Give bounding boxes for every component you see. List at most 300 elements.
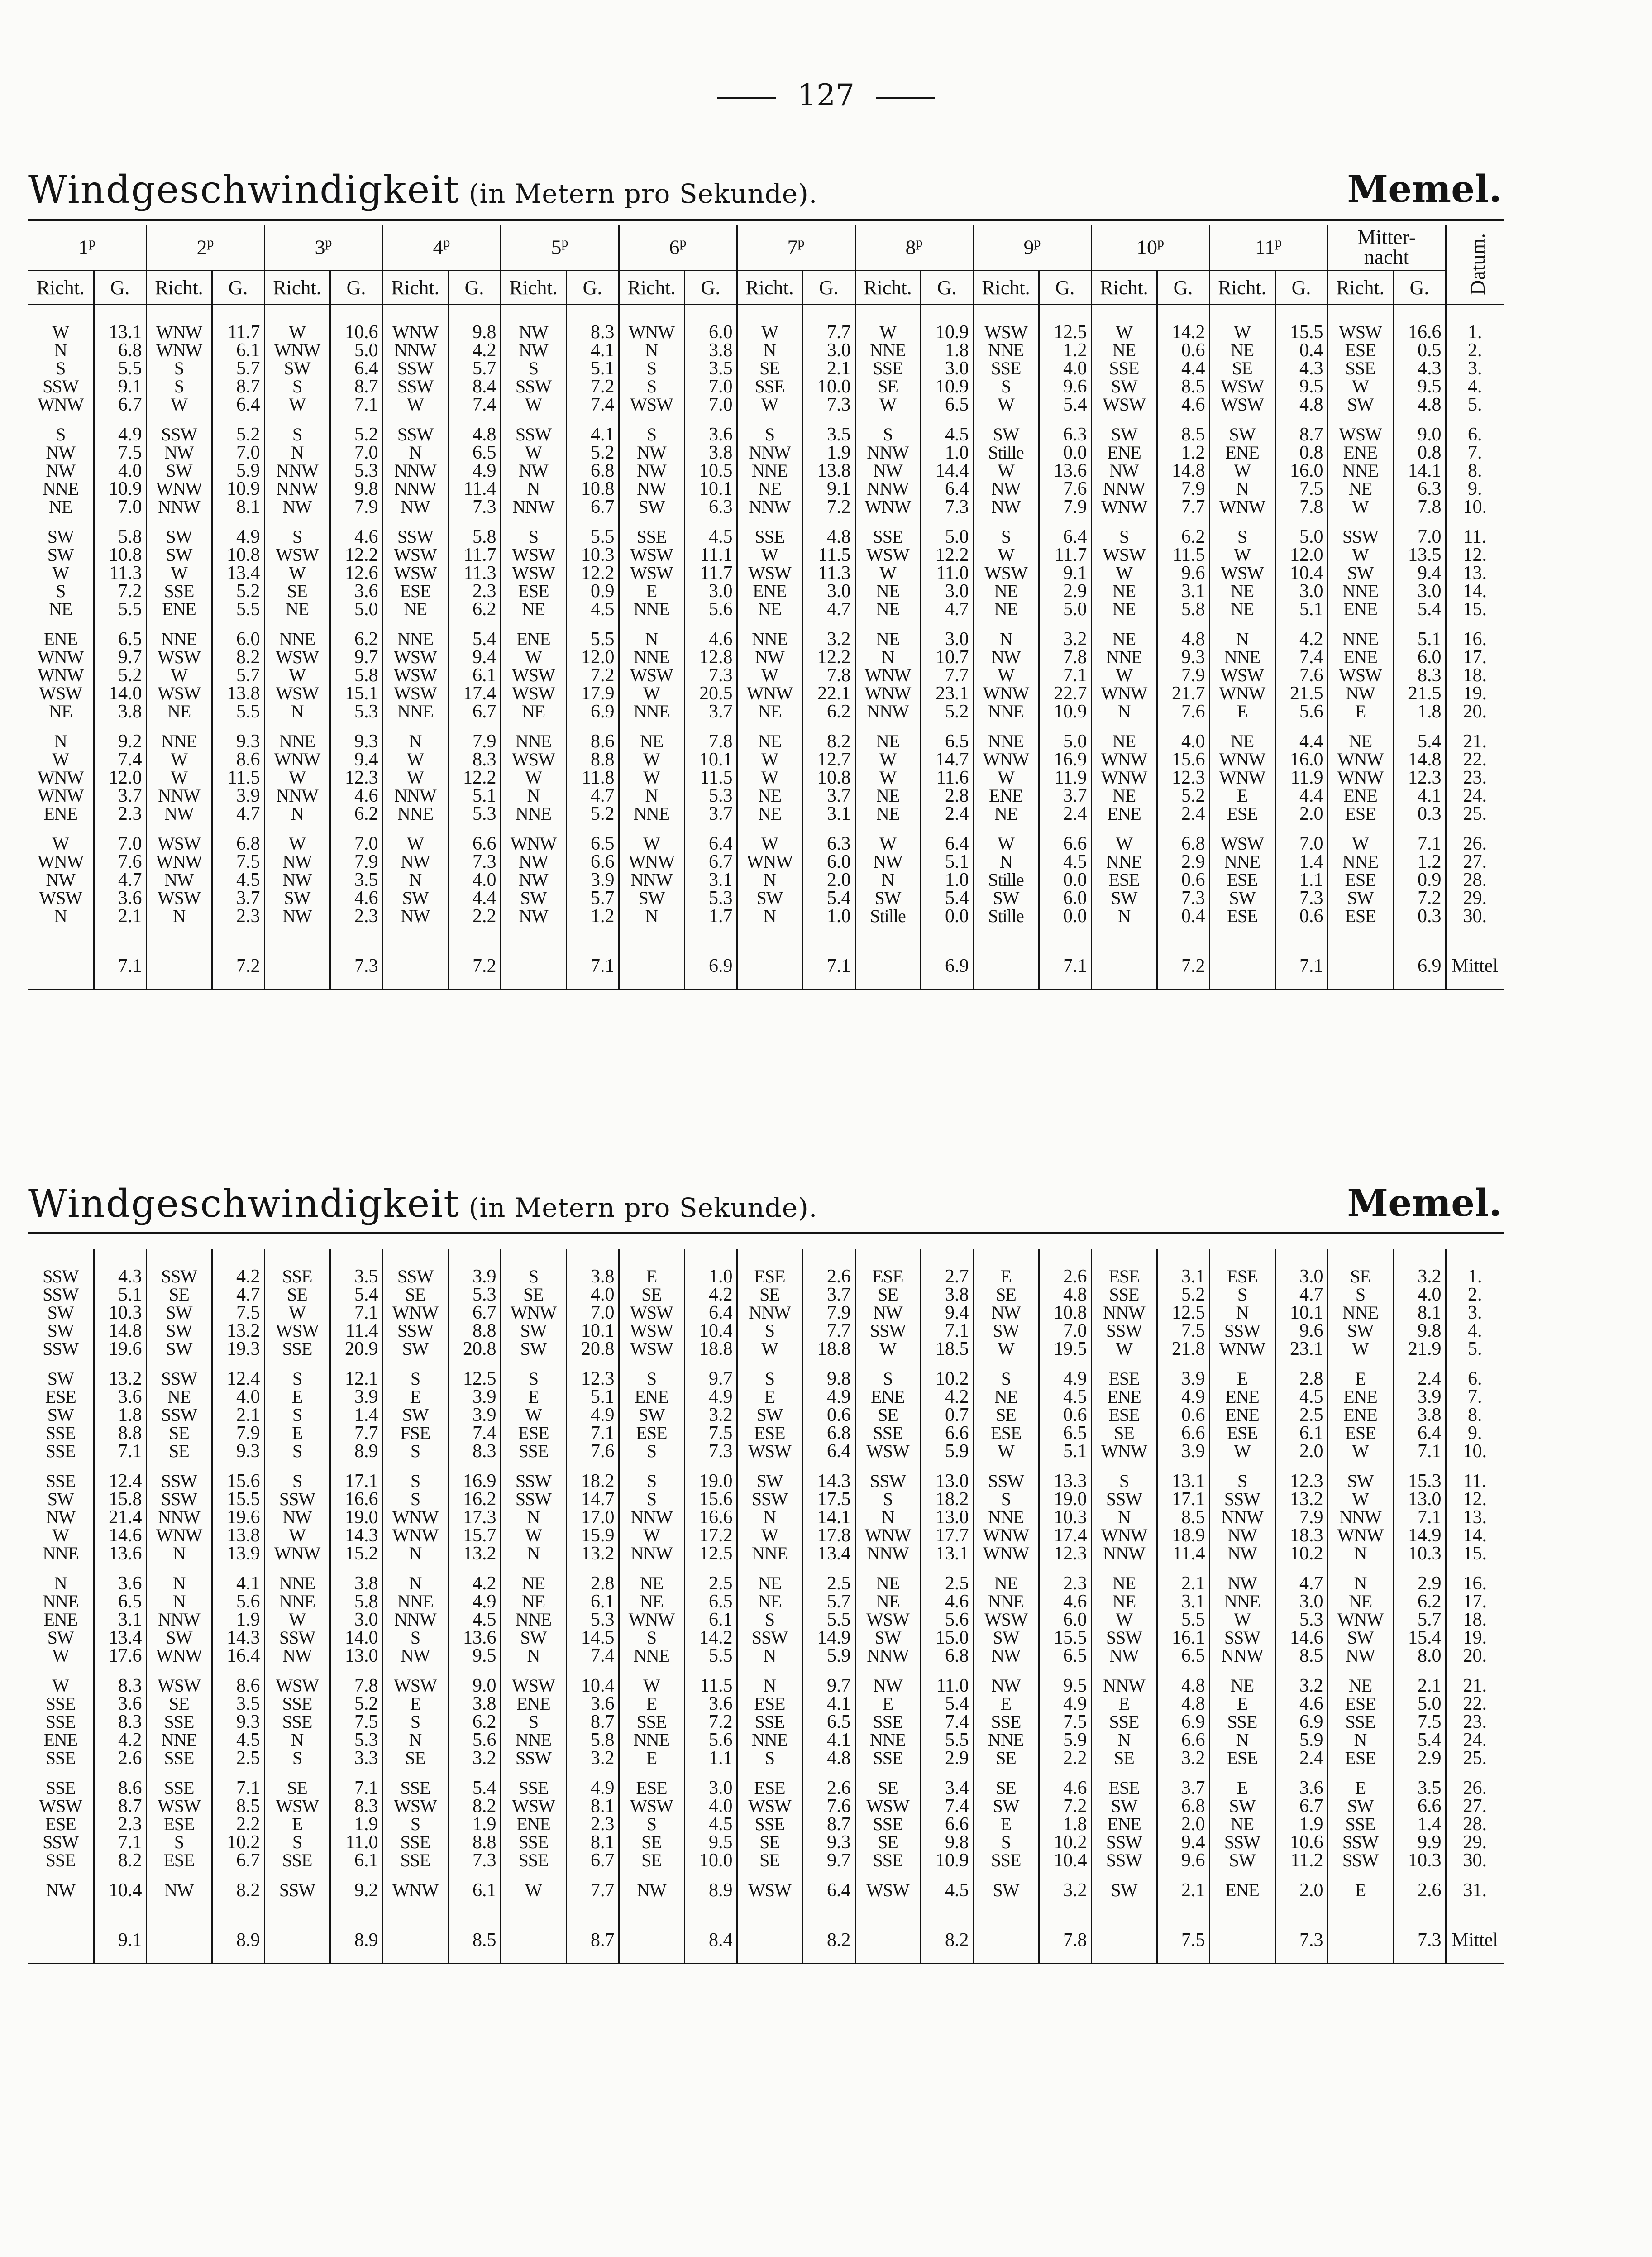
- wind-speed: 4.5: [921, 426, 973, 444]
- wind-speed: 9.7: [94, 648, 146, 666]
- spacer-cell: [1327, 1249, 1393, 1267]
- wind-speed: 6.7: [94, 396, 146, 414]
- wind-direction: W: [264, 769, 330, 787]
- table-row: [28, 1851, 1504, 1870]
- wind-direction: ESE: [1209, 805, 1275, 823]
- wind-direction: N: [382, 871, 448, 889]
- wind-direction: WSW: [1209, 396, 1275, 414]
- wind-direction: S: [737, 426, 802, 444]
- wind-direction: NW: [146, 805, 212, 823]
- wind-direction: W: [52, 751, 69, 769]
- wind-direction: SSW: [382, 1267, 448, 1286]
- wind-direction: NNE: [1327, 630, 1393, 648]
- mean-value: 7.8: [1039, 1917, 1091, 1964]
- wind-speed: 5.6: [448, 1731, 501, 1749]
- wind-direction: N: [619, 630, 684, 648]
- wind-direction: E: [619, 1749, 684, 1767]
- wind-direction: NW: [619, 1881, 684, 1899]
- wind-speed: 1.8: [94, 1406, 146, 1424]
- wind-direction: ENE: [1327, 444, 1393, 462]
- wind-direction: WNW: [1091, 769, 1157, 787]
- gap-cell: [448, 1767, 501, 1779]
- wind-direction: WNW: [146, 341, 212, 359]
- spacer-cell: [28, 305, 94, 324]
- gap-cell: [1275, 1563, 1327, 1574]
- wind-speed: 7.3: [448, 498, 501, 516]
- wind-direction: S: [501, 528, 566, 546]
- wind-direction: SSE: [501, 1851, 566, 1870]
- spacer-cell: [1327, 305, 1393, 324]
- gap-cell: [566, 1460, 619, 1472]
- wind-speed: 6.1: [448, 666, 501, 684]
- table-row: [28, 1490, 1504, 1508]
- wind-speed: 3.0: [802, 341, 855, 359]
- table-row: [28, 1370, 1504, 1388]
- spacer-cell: [1393, 1899, 1446, 1917]
- wind-speed: 9.5: [1039, 1677, 1091, 1695]
- wind-speed: 8.5: [1157, 1508, 1209, 1526]
- day-number: 23.: [1446, 769, 1504, 787]
- table2-top-rule: [28, 1232, 1504, 1234]
- table-row: [28, 1677, 1504, 1695]
- spacer-cell: [855, 925, 921, 943]
- wind-speed: 6.0: [212, 630, 264, 648]
- wind-speed: 2.5: [684, 1574, 737, 1592]
- table-row: [28, 1406, 1504, 1424]
- wind-direction: WSW: [264, 1677, 330, 1695]
- spacer-cell: [855, 1899, 921, 1917]
- wind-speed: 14.6: [1275, 1629, 1327, 1647]
- speed-subheader: G.: [212, 271, 264, 305]
- wind-speed: 2.1: [1157, 1574, 1209, 1592]
- wind-speed: 3.6: [94, 1695, 146, 1713]
- wind-speed: 3.8: [94, 703, 146, 721]
- wind-direction: SW: [1327, 1472, 1393, 1490]
- wind-speed: 4.7: [212, 805, 264, 823]
- wind-direction: W: [146, 666, 212, 684]
- gap-cell: [566, 516, 619, 528]
- wind-direction: SW: [973, 426, 1039, 444]
- wind-speed: 17.4: [1039, 1526, 1091, 1545]
- wind-speed: 6.9: [566, 703, 619, 721]
- day-number: 18.: [1446, 1611, 1504, 1629]
- gap-cell: [501, 414, 566, 426]
- wind-direction: SSW: [1209, 1833, 1275, 1851]
- wind-direction: NE: [1209, 732, 1275, 751]
- wind-direction: S: [264, 1472, 330, 1490]
- spacer-cell: [330, 1899, 382, 1917]
- wind-speed: 3.0: [921, 582, 973, 600]
- wind-speed: 6.3: [1039, 426, 1091, 444]
- wind-direction: ENE: [1209, 1406, 1275, 1424]
- gap-cell: [921, 1563, 973, 1574]
- spacer-cell: [1039, 1899, 1091, 1917]
- wind-speed: 19.0: [1039, 1490, 1091, 1508]
- wind-speed: 1.9: [212, 1611, 264, 1629]
- wind-speed: 3.0: [1393, 582, 1446, 600]
- wind-speed: 7.0: [684, 396, 737, 414]
- mean-value: 8.9: [212, 1917, 264, 1964]
- gap-cell: [28, 1358, 94, 1370]
- wind-direction: SE: [264, 1286, 330, 1304]
- wind-direction: SW: [47, 1629, 74, 1647]
- wind-direction: NE: [737, 732, 802, 751]
- wind-direction: ENE: [43, 1611, 78, 1629]
- wind-speed: 10.1: [684, 480, 737, 498]
- wind-direction: W: [619, 684, 684, 703]
- wind-direction: FSE: [382, 1424, 448, 1442]
- wind-direction: NNE: [619, 600, 684, 618]
- wind-direction: WSW: [619, 1797, 684, 1815]
- wind-direction: W: [146, 751, 212, 769]
- wind-direction: W: [264, 835, 330, 853]
- wind-direction: WSW: [382, 1797, 448, 1815]
- wind-direction: NNW: [382, 1611, 448, 1629]
- wind-speed: 3.2: [684, 1406, 737, 1424]
- wind-speed: 12.5: [448, 1370, 501, 1388]
- wind-speed: 14.0: [330, 1629, 382, 1647]
- wind-speed: 18.3: [1275, 1526, 1327, 1545]
- wind-direction: W: [737, 666, 802, 684]
- day-number: 8.: [1446, 1406, 1504, 1424]
- wind-direction: SSW: [855, 1322, 921, 1340]
- spacer-cell: [684, 305, 737, 324]
- gap-cell: [382, 1665, 448, 1677]
- table-row: [28, 751, 1504, 769]
- wind-speed: 7.8: [330, 1677, 382, 1695]
- wind-direction: S: [619, 1629, 684, 1647]
- wind-speed: 4.9: [448, 462, 501, 480]
- gap-cell: [1446, 414, 1504, 426]
- wind-direction: WNW: [146, 1647, 212, 1665]
- gap-cell: [1327, 1767, 1393, 1779]
- wind-direction: NE: [973, 1388, 1039, 1406]
- wind-speed: 7.9: [1157, 666, 1209, 684]
- gap-cell: [28, 414, 94, 426]
- wind-speed: 3.5: [212, 1695, 264, 1713]
- wind-speed: 18.5: [921, 1340, 973, 1358]
- wind-speed: 1.0: [921, 871, 973, 889]
- wind-speed: 5.3: [330, 1731, 382, 1749]
- wind-direction: NW: [855, 1304, 921, 1322]
- wind-speed: 8.1: [566, 1833, 619, 1851]
- wind-direction: WNW: [619, 1611, 684, 1629]
- direction-subheader: Richt.: [264, 271, 330, 305]
- wind-speed: 23.1: [921, 684, 973, 703]
- gap-cell: [330, 618, 382, 630]
- wind-direction: NNE: [264, 1574, 330, 1592]
- wind-speed: 11.8: [566, 769, 619, 787]
- gap-cell: [212, 1870, 264, 1881]
- wind-speed: 16.9: [1039, 751, 1091, 769]
- wind-direction: WNW: [264, 341, 330, 359]
- gap-cell: [684, 721, 737, 732]
- wind-direction: W: [1209, 1611, 1275, 1629]
- wind-direction: NE: [619, 1574, 684, 1592]
- table-row: [28, 1731, 1504, 1749]
- wind-speed: 7.5: [330, 1713, 382, 1731]
- wind-speed: 8.3: [566, 323, 619, 341]
- spacer-cell: [1157, 925, 1209, 943]
- table-row: [28, 1833, 1504, 1851]
- wind-speed: 5.9: [1275, 1731, 1327, 1749]
- wind-direction: NW: [501, 853, 566, 871]
- wind-speed: 6.1: [1275, 1424, 1327, 1442]
- wind-direction: W: [52, 1677, 69, 1695]
- wind-speed: 2.6: [1393, 1881, 1446, 1899]
- table-row: [28, 1815, 1504, 1833]
- wind-direction: NW: [46, 462, 76, 480]
- wind-speed: 6.4: [1039, 528, 1091, 546]
- wind-direction: WNW: [1209, 1340, 1275, 1358]
- gap-cell: [802, 1870, 855, 1881]
- wind-speed: 6.1: [684, 1611, 737, 1629]
- wind-speed: 6.7: [448, 1304, 501, 1322]
- gap-cell: [28, 516, 94, 528]
- wind-speed: 7.9: [448, 732, 501, 751]
- wind-direction: SE: [855, 1406, 921, 1424]
- gap-cell: [1039, 516, 1091, 528]
- wind-direction: WSW: [146, 835, 212, 853]
- wind-speed: 6.1: [448, 1881, 501, 1899]
- gap-cell: [1209, 721, 1275, 732]
- wind-direction: NW: [46, 1508, 76, 1526]
- hour-header: 2$^p$: [146, 225, 264, 271]
- wind-direction: SW: [855, 889, 921, 907]
- wind-direction: Stille: [973, 444, 1039, 462]
- wind-speed: 5.2: [330, 426, 382, 444]
- wind-speed: 18.8: [684, 1340, 737, 1358]
- wind-direction: SW: [146, 1304, 212, 1322]
- gap-cell: [1209, 516, 1275, 528]
- hour-header: 5$^p$: [501, 225, 619, 271]
- gap-cell: [1039, 1460, 1091, 1472]
- wind-direction: SW: [973, 1881, 1039, 1899]
- wind-speed: 5.2: [94, 666, 146, 684]
- wind-direction: SE: [1327, 1267, 1393, 1286]
- wind-speed: 16.1: [1157, 1629, 1209, 1647]
- gap-cell: [501, 721, 566, 732]
- wind-speed: 4.6: [684, 630, 737, 648]
- mean-value: 8.2: [802, 1917, 855, 1964]
- wind-speed: 12.5: [1039, 323, 1091, 341]
- wind-speed: 7.8: [1393, 498, 1446, 516]
- spacer-cell: [737, 1249, 802, 1267]
- wind-speed: 6.8: [94, 341, 146, 359]
- wind-direction: NW: [501, 341, 566, 359]
- wind-speed: 4.3: [1393, 359, 1446, 378]
- wind-speed: 0.9: [566, 582, 619, 600]
- wind-speed: 3.1: [1157, 1592, 1209, 1611]
- wind-speed: 4.5: [448, 1611, 501, 1629]
- gap-cell: [212, 1665, 264, 1677]
- gap-cell: [737, 1460, 802, 1472]
- wind-speed: 7.2: [566, 666, 619, 684]
- wind-direction: E: [973, 1267, 1039, 1286]
- wind-speed: 4.9: [684, 1388, 737, 1406]
- wind-direction: SSE: [264, 1695, 330, 1713]
- wind-speed: 7.1: [1039, 666, 1091, 684]
- wind-direction: N: [501, 1647, 566, 1665]
- wind-speed: 2.6: [802, 1267, 855, 1286]
- wind-direction: ENE: [1327, 787, 1393, 805]
- wind-direction: NW: [146, 871, 212, 889]
- spacer-cell: [619, 925, 684, 943]
- wind-direction: N: [1091, 703, 1157, 721]
- wind-direction: S: [1209, 1286, 1275, 1304]
- wind-direction: ESE: [619, 1779, 684, 1797]
- wind-direction: NW: [501, 323, 566, 341]
- direction-subheader: Richt.: [973, 271, 1039, 305]
- wind-direction: SSE: [501, 1779, 566, 1797]
- direction-subheader: Richt.: [619, 271, 684, 305]
- wind-speed: 4.7: [1275, 1286, 1327, 1304]
- wind-speed: 9.0: [1393, 426, 1446, 444]
- table-row: [28, 426, 1504, 444]
- wind-direction: WSW: [737, 1797, 802, 1815]
- wind-direction: WSW: [501, 1677, 566, 1695]
- mean-blank: [382, 1917, 448, 1964]
- wind-speed: 2.5: [802, 1574, 855, 1592]
- wind-speed: 7.0: [330, 444, 382, 462]
- wind-speed: 11.3: [448, 564, 501, 582]
- spacer-cell: [1157, 305, 1209, 324]
- wind-speed: 9.6: [1275, 1322, 1327, 1340]
- wind-speed: 21.5: [1275, 684, 1327, 703]
- wind-speed: 8.3: [94, 1677, 146, 1695]
- wind-direction: ENE: [1091, 805, 1157, 823]
- table-row: [28, 1388, 1504, 1406]
- spacer-cell: [264, 1899, 330, 1917]
- wind-direction: SSE: [1091, 359, 1157, 378]
- wind-speed: 5.1: [566, 359, 619, 378]
- wind-direction: SSW: [43, 1286, 79, 1304]
- table-row: [28, 1322, 1504, 1340]
- gap-cell: [684, 414, 737, 426]
- wind-direction: NNW: [1091, 480, 1157, 498]
- wind-speed: 13.0: [1393, 1490, 1446, 1508]
- wind-direction: SSE: [855, 1815, 921, 1833]
- day-number: 31.: [1446, 1881, 1504, 1899]
- wind-speed: 6.7: [684, 853, 737, 871]
- wind-direction: SSW: [855, 1472, 921, 1490]
- wind-speed: 20.8: [448, 1340, 501, 1358]
- wind-direction: SSW: [264, 1629, 330, 1647]
- wind-direction: NE: [855, 600, 921, 618]
- wind-direction: NW: [1091, 462, 1157, 480]
- day-number: 5.: [1446, 396, 1504, 414]
- wind-speed: 5.6: [921, 1611, 973, 1629]
- wind-speed: 8.3: [448, 1442, 501, 1460]
- wind-speed: 6.5: [566, 835, 619, 853]
- wind-speed: 5.7: [448, 359, 501, 378]
- wind-speed: 13.4: [212, 564, 264, 582]
- table-row: [28, 1526, 1504, 1545]
- wind-speed: 2.3: [330, 907, 382, 925]
- day-number: 29.: [1446, 1833, 1504, 1851]
- wind-direction: NNE: [619, 1647, 684, 1665]
- wind-speed: 16.4: [212, 1647, 264, 1665]
- wind-direction: NNE: [146, 1731, 212, 1749]
- gap-cell: [1393, 1767, 1446, 1779]
- wind-speed: 3.2: [1039, 630, 1091, 648]
- wind-direction: S: [56, 582, 66, 600]
- day-number: 14.: [1446, 1526, 1504, 1545]
- wind-direction: S: [1327, 1286, 1393, 1304]
- wind-speed: 14.3: [802, 1472, 855, 1490]
- wind-direction: NW: [973, 1647, 1039, 1665]
- gap-cell: [94, 1665, 146, 1677]
- spacer-cell: [382, 1899, 448, 1917]
- wind-speed: 5.5: [921, 1731, 973, 1749]
- wind-direction: SSE: [146, 582, 212, 600]
- wind-direction: Stille: [855, 907, 921, 925]
- gap-cell: [501, 618, 566, 630]
- gap-cell: [1157, 1767, 1209, 1779]
- wind-speed: 10.2: [212, 1833, 264, 1851]
- wind-speed: 6.0: [1393, 648, 1446, 666]
- wind-speed: 6.7: [212, 1851, 264, 1870]
- gap-cell: [1327, 1460, 1393, 1472]
- wind-direction: WSW: [39, 1797, 82, 1815]
- wind-speed: 6.5: [94, 1592, 146, 1611]
- gap-cell: [973, 823, 1039, 835]
- wind-speed: 17.7: [921, 1526, 973, 1545]
- wind-speed: 2.0: [802, 871, 855, 889]
- wind-direction: ENE: [1327, 648, 1393, 666]
- wind-direction: N: [264, 1731, 330, 1749]
- wind-speed: 12.2: [802, 648, 855, 666]
- wind-speed: 5.1: [566, 1388, 619, 1406]
- wind-speed: 7.0: [94, 835, 146, 853]
- wind-speed: 4.9: [1157, 1388, 1209, 1406]
- spacer-cell: [855, 1249, 921, 1267]
- wind-speed: 19.0: [330, 1508, 382, 1526]
- wind-speed: 12.3: [1393, 769, 1446, 787]
- wind-direction: WSW: [973, 323, 1039, 341]
- wind-direction: W: [146, 769, 212, 787]
- gap-cell: [566, 618, 619, 630]
- mean-value: 7.1: [1275, 943, 1327, 990]
- wind-direction: SSE: [619, 1713, 684, 1731]
- gap-cell: [28, 1460, 94, 1472]
- wind-speed: 4.8: [802, 1749, 855, 1767]
- wind-speed: 0.5: [1393, 341, 1446, 359]
- speed-subheader: G.: [566, 271, 619, 305]
- gap-cell: [973, 1358, 1039, 1370]
- wind-speed: 10.2: [1039, 1833, 1091, 1851]
- wind-speed: 6.5: [94, 630, 146, 648]
- wind-direction: WSW: [737, 564, 802, 582]
- mean-blank: [1327, 943, 1393, 990]
- wind-direction: SW: [382, 1406, 448, 1424]
- wind-speed: 3.8: [684, 444, 737, 462]
- table1-top-rule: [28, 219, 1504, 221]
- wind-speed: 8.7: [1275, 426, 1327, 444]
- wind-direction: SSW: [43, 1833, 79, 1851]
- hour-header: 6$^p$: [619, 225, 737, 271]
- wind-direction: S: [619, 378, 684, 396]
- wind-direction: SW: [501, 1340, 566, 1358]
- spacer-cell: [973, 1249, 1039, 1267]
- wind-speed: 7.8: [802, 666, 855, 684]
- wind-speed: 2.7: [921, 1267, 973, 1286]
- day-number: 29.: [1446, 889, 1504, 907]
- wind-speed: 2.0: [1275, 1442, 1327, 1460]
- gap-cell: [1039, 618, 1091, 630]
- spacer-cell: [1393, 925, 1446, 943]
- spacer-cell: [973, 305, 1039, 324]
